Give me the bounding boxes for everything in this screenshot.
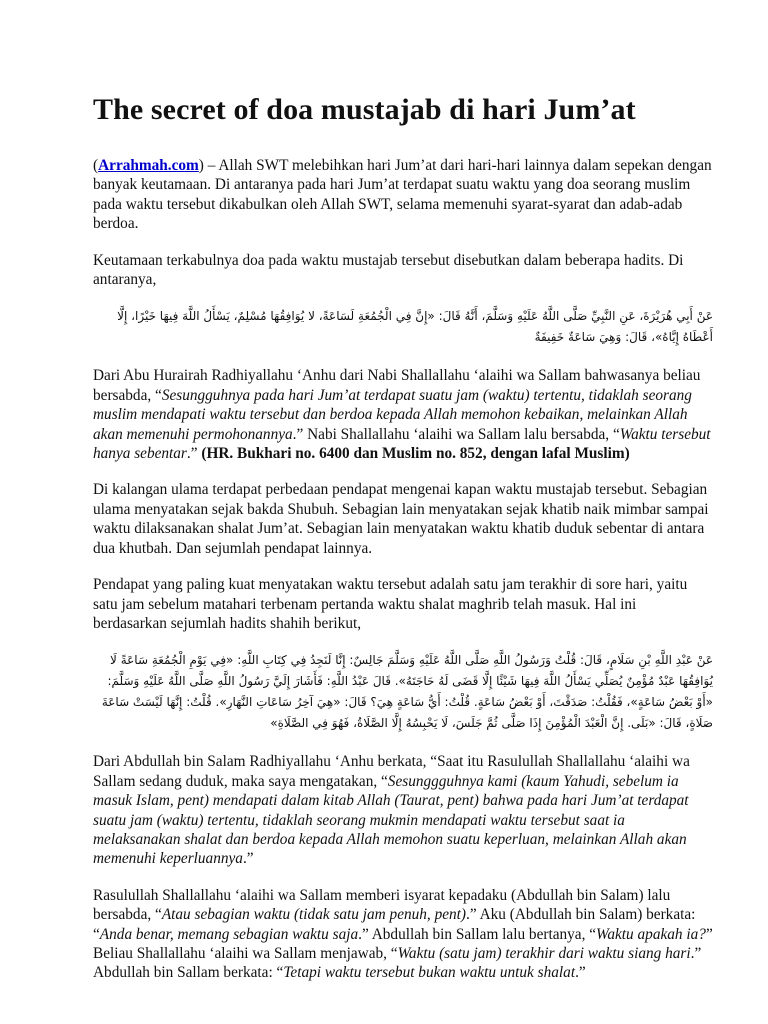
p3-text-3: .” [186,445,202,463]
p7-quote-3: Waktu apakah ia? [596,925,706,943]
p3-quote-2: Waktu tersebut hanya sebentar [93,425,711,463]
paragraph-4: Di kalangan ulama terdapat perbedaan pendapat mengenai kapan waktu mustajab tersebut. Sebagian ulama menyatakan sejak bakda Shubuh. Sebagian lain menyatakan sejak khatib naik mimbar sampai waktu dilaksanakan shalat Jum’at. Sebagian lain menyatakan waktu khatib duduk sebentar di antara dua khutbah. Dan sejumlah pendapat lainnya. [93,481,709,557]
intro-paragraph [93,156,713,234]
article-body [93,92,713,1000]
arabic-hadith-2: عَنْ عَبْدِ اللَّهِ بْنِ سَلَامٍ، قَالَ: قُلْتُ وَرَسُولُ اللَّهِ صَلَّى اللَّهُ عَلَيْهِ وَسَلَّمَ جَالِسٌ: إِنَّا لَنَجِدُ فِي كِتَابِ اللَّهِ: «فِي يَوْمِ الْجُمُعَةِ سَاعَةً لَا يُوَافِقُهَا عَبْدٌ مُؤْمِنٌ يُصَلِّي يَسْأَلُ اللَّهَ فِيهَا شَيْئًا إِلَّا قَضَى لَهُ حَاجَتَهُ». قَالَ عَبْدُ اللَّهِ: فَأَشَارَ إِلَيَّ رَسُولُ اللَّهِ صَلَّى اللَّهُ عَلَيْهِ وَسَلَّمَ: «أَوْ بَعْضُ سَاعَةٍ»، فَقُلْتُ: صَدَقْتَ، أَوْ بَعْضُ سَاعَةٍ. قُلْتُ: أَيُّ سَاعَةٍ هِيَ؟ قَالَ: «هِيَ آخِرُ سَاعَاتِ النَّهَارِ». قُلْتُ: إِنَّهَا لَيْسَتْ سَاعَةَ صَلَاةٍ، قَالَ: «بَلَى. إِنَّ الْعَبْدَ الْمُؤْمِنَ إِذَا صَلَّى ثُمَّ جَلَسَ، لَا يَحْبِسُهُ إِلَّا الصَّلَاةُ، فَهُوَ فِي الصَّلَاةِ» [101,653,713,731]
p7-quote-2: Anda benar, memang sebagian waktu saja [99,925,359,943]
p7-text-6: .” [575,964,586,982]
intro-text: ) – Allah SWT melebihkan hari Jum’at dari hari-hari lainnya dalam sepekan dengan banyak keutamaan. Di antaranya pada hari Jum’at terdapat suatu waktu yang doa seorang muslim pada waktu tersebut dikabulkan oleh Allah SWT, selama memenuhi syarat-syarat dan adab-adab berdoa. [93,157,712,233]
p6-text-2: .” [242,850,254,868]
p3-quote-1: Sesungguhnya pada hari Jum’at terdapat suatu jam (waktu) tertentu, tidaklah seorang muslim mendapati waktu tersebut dan berdoa kepada Allah memohon kebaikan, melainkan Allah akan memenuhi permohonannya [93,386,692,443]
p3-citation: (HR. Bukhari no. 6400 dan Muslim no. 852, dengan lafal Muslim) [201,445,630,463]
article-title: The secret of doa mustajab di hari Jum’at [93,93,636,126]
p7-text-2: .” Aku (Abdullah bin Salam) berkata: “ [93,906,696,943]
p7-text-4: ” Beliau Shallallahu ‘alaihi wa Sallam menjawab, “ [93,925,713,962]
intro-open-paren: ( [93,157,99,174]
p7-text-1: Rasulullah Shallallahu ‘alaihi wa Sallam memberi isyarat kepadaku (Abdullah bin Salam) lalu bersabda, “ [93,886,671,924]
p7-quote-1: Atau sebagian waktu (tidak satu jam penuh, pent) [161,906,467,924]
paragraph-2: Keutamaan terkabulnya doa pada waktu mustajab tersebut disebutkan dalam beberapa hadits. Di antaranya, [93,251,684,289]
p7-text-3: .” Abdullah bin Sallam lalu bertanya, “ [358,925,597,943]
paragraph-7 [93,886,713,983]
p6-text-1: Dari Abdullah bin Salam Radhiyallahu ‘Anhu berkata, “Saat itu Rasulullah Shallallahu ‘alaihi wa Sallam sedang duduk, maka saya mengatakan, “ [93,753,690,790]
p3-text-2: .” Nabi Shallallahu ‘alaihi wa Sallam lalu bersabda, “ [292,425,620,443]
p7-quote-4: Waktu (satu jam) terakhir dari waktu siang hari [397,944,691,962]
source-link[interactable]: Arrahmah.com [98,157,199,174]
p3-text-1: Dari Abu Hurairah Radhiyallahu ‘Anhu dari Nabi Shallallahu ‘alaihi wa Sallam bahwasanya beliau bersabda, “ [93,367,701,404]
p6-quote-1: Sesunggguhnya kami (kaum Yahudi, sebelum ia masuk Islam, pent) mendapati dalam kitab Allah (Taurat, pent) bahwa pada hari Jum’at terdapat suatu jam (waktu) tertentu, tidaklah seorang mukmin mendapati waktu tersebut saat ia melaksanakan shalat dan berdoa kepada Allah memohon suatu keperluan, melainkan Allah akan memenuhi keperluannya [93,772,689,868]
arabic-hadith-1: عَنْ أَبِي هُرَيْرَةَ، عَنِ النَّبِيِّ صَلَّى اللَّهُ عَلَيْهِ وَسَلَّمَ، أَنَّهُ قَالَ: «إِنَّ فِي الْجُمُعَةِ لَسَاعَةً، لا يُوَافِقُهَا مُسْلِمٌ، يَسْأَلُ اللَّهَ فِيهَا خَيْرًا، إِلَّا أَعْطَاهُ إِيَّاهُ»، قَالَ: وَهِيَ سَاعَةٌ خَفِيفَةٌ [117,309,713,345]
p7-text-5: .” Abdullah bin Sallam berkata: “ [93,944,702,982]
p7-quote-5: Tetapi waktu tersebut bukan waktu untuk shalat [283,964,576,982]
paragraph-3 [93,366,713,463]
paragraph-5: Pendapat yang paling kuat menyatakan waktu tersebut adalah satu jam terakhir di sore hari, yaitu satu jam sebelum matahari terbenam pertanda waktu shalat maghrib telah masuk. Hal ini berdasarkan sejumlah hadits shahih berikut, [93,576,688,632]
paragraph-6 [93,752,713,868]
